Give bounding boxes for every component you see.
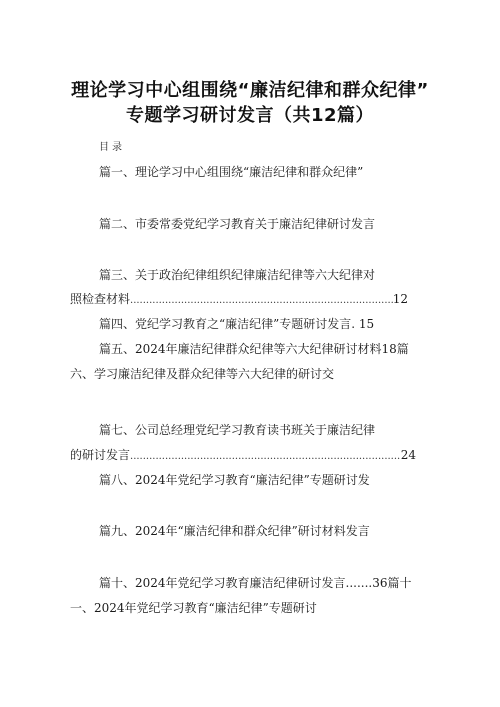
toc-item-10: 篇十、2024年党纪学习教育廉洁纪律研讨发言.......36篇十 <box>99 576 412 590</box>
toc-item-8: 篇八、2024年党纪学习教育“廉洁纪律”专题研讨发 <box>99 473 370 487</box>
document-title-line-1: 理论学习中心组围绕“廉洁纪律和群众纪律” <box>71 80 429 101</box>
toc-item-6: 六、学习廉洁纪律及群众纪律等六大纪律的研讨交 <box>70 367 335 381</box>
toc-item-7-text: 的研讨发言 <box>70 448 131 462</box>
document-title-line-2: 专题学习研讨发言（共12篇） <box>125 105 375 126</box>
toc-item-3-line-2 <box>70 291 408 309</box>
toc-item-5: 篇五、2024年廉洁纪律群众纪律等六大纪律研讨材料18篇 <box>99 342 409 356</box>
toc-item-11: 一、2024年党纪学习教育“廉洁纪律”专题研讨 <box>70 601 317 615</box>
toc-item-1: 篇一、理论学习中心组围绕“廉洁纪律和群众纪律” <box>99 165 364 179</box>
toc-item-3-text: 照检查材料 <box>70 292 131 306</box>
toc-item-2: 篇二、市委常委党纪学习教育关于廉洁纪律研讨发言 <box>99 217 376 231</box>
dot-leader <box>130 449 401 465</box>
toc-item-9: 篇九、2024年“廉洁纪律和群众纪律”研讨材料发言 <box>99 524 370 538</box>
toc-item-7-line-2 <box>70 447 416 465</box>
toc-heading: 目录 <box>99 142 125 153</box>
toc-item-7-line-1: 篇七、公司总经理党纪学习教育读书班关于廉洁纪律 <box>99 423 376 437</box>
toc-item-4: 篇四、党纪学习教育之“廉洁纪律”专题研讨发言. 15 <box>99 317 375 331</box>
toc-item-7-page: 24 <box>400 448 416 462</box>
toc-item-3-page: 12 <box>392 292 408 306</box>
toc-item-3-line-1: 篇三、关于政治纪律组织纪律廉洁纪律等六大纪律对 <box>99 268 376 282</box>
dot-leader <box>130 293 393 309</box>
